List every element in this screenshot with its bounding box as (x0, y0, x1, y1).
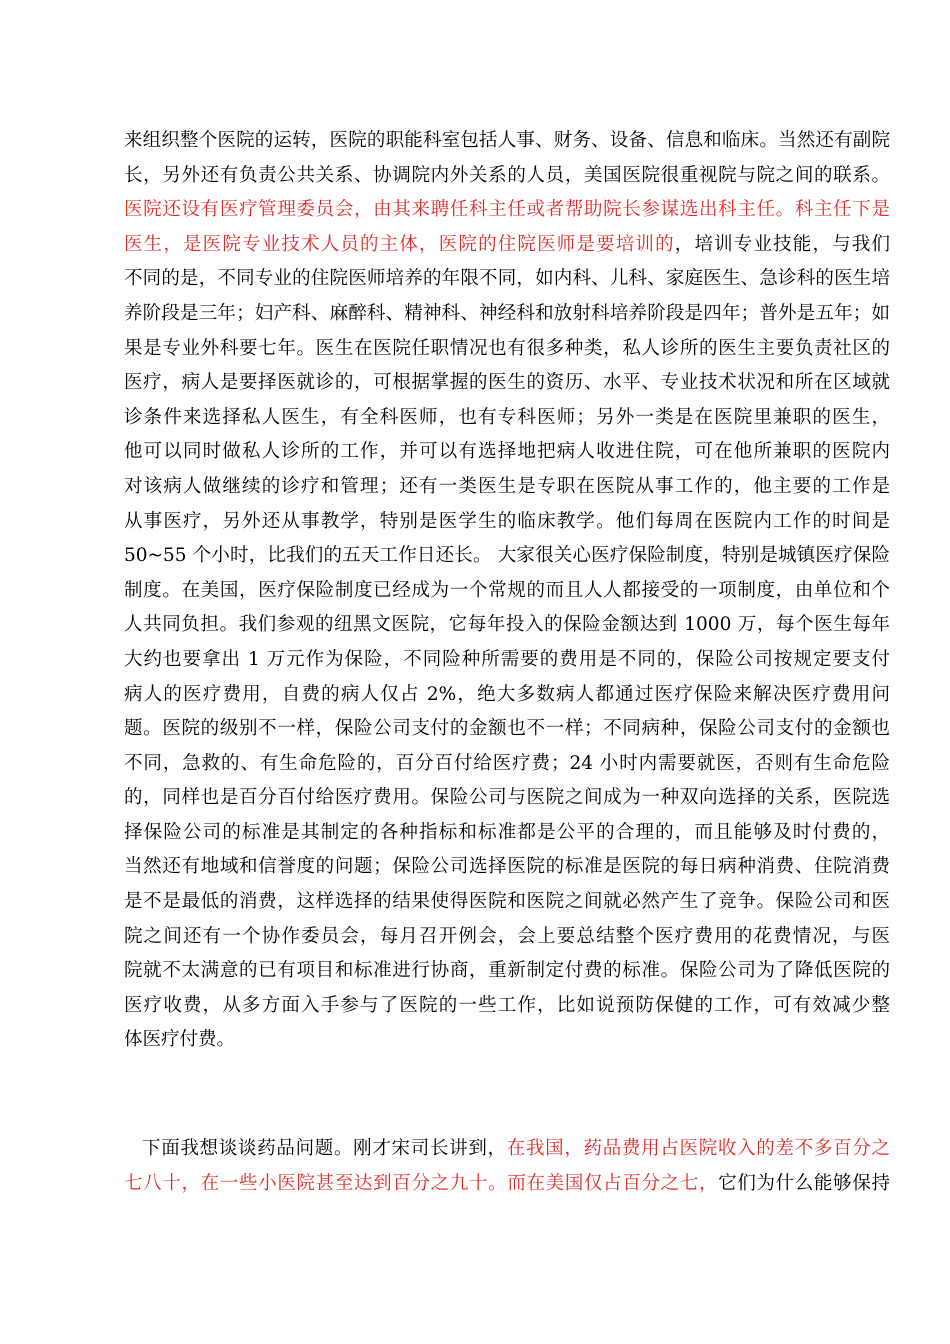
text-line (124, 850, 890, 885)
highlighted-text: 医生，是医院专业技术人员的主体，医院的住院医师是要培训的 (124, 233, 675, 255)
text-line (124, 608, 890, 643)
text-segment: 病人的医疗费用，自费的病人仅占 2%，绝大多数病人都通过医疗保险来解决医疗费用问 (124, 683, 890, 705)
text-line (124, 1023, 890, 1058)
text-segment: 择保险公司的标准是其制定的各种指标和标准都是公平的合理的，而且能够及时付费的， (124, 821, 890, 843)
text-line (124, 781, 890, 816)
text-line (124, 712, 890, 747)
text-segment: 不同，急救的、有生命危险的，百分百付给医疗费；24 小时内需要就医，否则有生命危险 (124, 752, 890, 774)
text-segment: 大约也要拿出 1 万元作为保险，不同险种所需要的费用是不同的，保险公司按规定要支付 (124, 648, 890, 670)
text-line (124, 505, 890, 540)
text-segment: 题。医院的级别不一样，保险公司支付的金额也不一样；不同病种，保险公司支付的金额也 (124, 718, 890, 740)
text-segment: 50~55 个小时，比我们的五天工作日还长。 大家很关心医疗保险制度，特别是城镇医疗保险 (124, 545, 890, 567)
text-line (124, 159, 890, 194)
text-line (124, 401, 890, 436)
text-line (124, 297, 890, 332)
text-segment: 医疗收费，从多方面入手参与了医院的一些工作，比如说预防保健的工作，可有效减少整 (124, 994, 890, 1016)
text-line (124, 193, 890, 228)
text-segment: 来组织整个医院的运转，医院的职能科室包括人事、财务、设备、信息和临床。当然还有副院 (124, 130, 890, 151)
text-line (124, 1132, 890, 1167)
text-line (124, 920, 890, 955)
text-line (124, 643, 890, 678)
paragraph-hospital-insurance (124, 124, 890, 1058)
text-segment: 制度。在美国，医疗保险制度已经成为一个常规的而且人人都接受的一项制度，由单位和个 (124, 579, 890, 601)
text-segment: 诊条件来选择私人医生，有全科医师，也有专科医师；另外一类是在医院里兼职的医生， (124, 406, 890, 428)
text-line (124, 989, 890, 1024)
text-segment: 长，另外还有负责公共关系、协调院内外关系的人员，美国医院很重视院与院之间的联系。 (124, 164, 890, 186)
text-line (124, 678, 890, 713)
text-segment: 对该病人做继续的诊疗和管理；还有一类医生是专职在医院从事工作的，他主要的工作是 (124, 475, 890, 497)
text-line (124, 124, 890, 159)
text-line (124, 366, 890, 401)
text-line (124, 747, 890, 782)
text-line (124, 885, 890, 920)
paragraph-drug-costs (124, 1132, 890, 1201)
text-segment: 院之间还有一个协作委员会，每月召开例会，会上要总结整个医疗费用的花费情况，与医 (124, 925, 890, 947)
text-segment: 的，同样也是百分百付给医疗费用。保险公司与医院之间成为一种双向选择的关系，医院选 (124, 787, 890, 809)
text-line (124, 816, 890, 851)
text-segment: 下面我想谈谈药品问题。刚才宋司长讲到， (142, 1138, 507, 1159)
text-line (124, 954, 890, 989)
text-segment: 是不是最低的消费，这样选择的结果使得医院和医院之间就必然产生了竞争。保险公司和医 (124, 891, 890, 913)
text-segment: 人共同负担。我们参观的纽黑文医院，它每年投入的保险金额达到 1000 万，每个医生每年 (124, 614, 890, 636)
text-segment: 从事医疗，另外还从事教学，特别是医学生的临床教学。他们每周在医院内工作的时间是 (124, 510, 890, 532)
text-line (124, 539, 890, 574)
text-segment: ，培训专业技能，与我们 (674, 233, 890, 255)
text-segment: 不同的是，不同专业的住院医师培养的年限不同，如内科、儿科、家庭医生、急诊科的医生培 (124, 268, 890, 290)
highlighted-text: 七八十，在一些小医院甚至达到百分之九十。而在美国仅占百分之七， (124, 1172, 719, 1194)
text-line (124, 1167, 890, 1202)
highlighted-text: 在我国，药品费用占医院收入的差不多百分之 (506, 1138, 890, 1159)
text-line (124, 332, 890, 367)
text-line (124, 574, 890, 609)
text-segment: 当然还有地域和信誉度的问题；保险公司选择医院的标准是医院的每日病种消费、住院消费 (124, 856, 890, 878)
text-line (124, 228, 890, 263)
text-segment: 医疗，病人是要择医就诊的，可根据掌握的医生的资历、水平、专业技术状况和所在区域就 (124, 372, 890, 394)
highlighted-text: 医院还设有医疗管理委员会，由其来聘任科主任或者帮助院长参谋选出科主任。科主任下是 (124, 199, 890, 221)
text-segment: 院就不太满意的已有项目和标准进行协商，重新制定付费的标准。保险公司为了降低医院的 (124, 960, 890, 982)
text-line (124, 470, 890, 505)
text-segment: 他可以同时做私人诊所的工作，并可以有选择地把病人收进住院，可在他所兼职的医院内 (124, 441, 890, 463)
text-segment: 果是专业外科要七年。医生在医院任职情况也有很多种类，私人诊所的医生主要负责社区的 (124, 337, 890, 359)
text-segment: 体医疗付费。 (124, 1029, 236, 1051)
text-segment: 养阶段是三年；妇产科、麻醉科、精神科、神经科和放射科培养阶段是四年；普外是五年；如 (124, 302, 890, 324)
text-segment: 它们为什么能够保持 (718, 1172, 890, 1194)
text-line (124, 435, 890, 470)
text-line (124, 262, 890, 297)
